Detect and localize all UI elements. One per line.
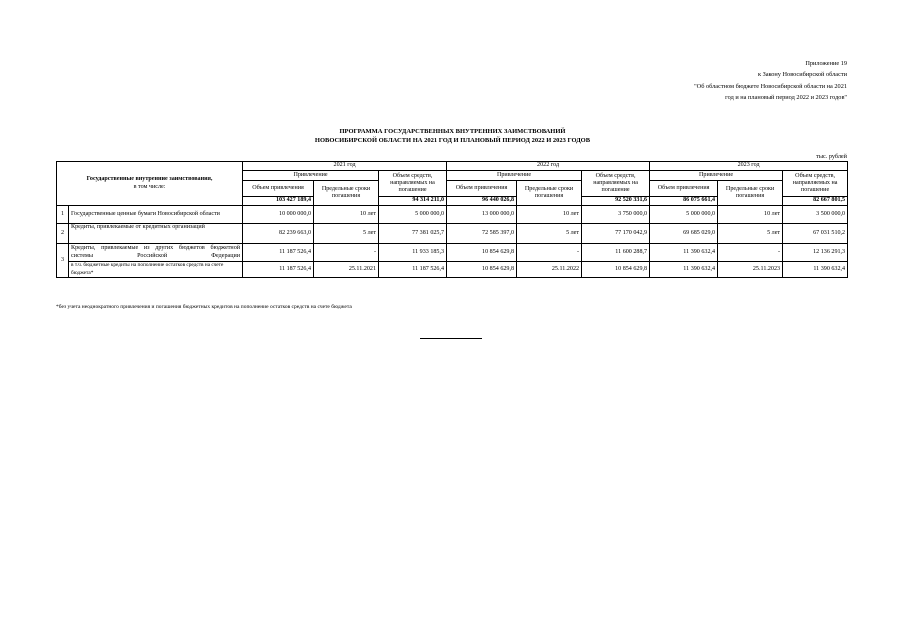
total-repay-2021: 94 314 211,0: [379, 197, 447, 206]
attraction-header-2021: Привлечение: [243, 171, 379, 181]
table-row-subitem: [57, 262, 848, 278]
repay-2023: 12 136 291,3: [783, 244, 848, 262]
repay-2022: 10 854 629,8: [582, 262, 650, 278]
appendix-line-4: год и на плановый период 2022 и 2023 годов": [725, 93, 847, 101]
footnote: *без учета неоднократного привлечения и погашения бюджетных кредитов на пополнение остатков средств на счете бюджета: [56, 304, 352, 310]
year-header-2023: 2023 год: [650, 162, 848, 171]
term-2022: -: [517, 244, 582, 262]
terms-header-2021: Предельные сроки погашения: [314, 181, 379, 206]
term-2023: 25.11.2023: [718, 262, 783, 278]
term-2023: 10 лет: [718, 206, 783, 224]
title-line-1: ПРОГРАММА ГОСУДАРСТВЕННЫХ ВНУТРЕННИХ ЗАИМСТВОВАНИЙ: [339, 128, 566, 135]
repayment-header-2023: Объем средств, направляемых на погашение: [783, 171, 848, 197]
year-header-2021: 2021 год: [243, 162, 447, 171]
table-row: [57, 206, 848, 224]
repayment-header-2022: Объем средств, направляемых на погашение: [582, 171, 650, 197]
volume-2022: 13 000 000,0: [447, 206, 517, 224]
volume-2021: 11 187 526,4: [243, 244, 314, 262]
units-label: тыс. рублей: [816, 153, 847, 160]
repay-2022: 3 750 000,0: [582, 206, 650, 224]
total-repay-2023: 82 667 801,5: [783, 197, 848, 206]
repay-2021: 11 187 526,4: [379, 262, 447, 278]
volume-2022: 72 585 397,0: [447, 224, 517, 244]
attraction-header-2022: Привлечение: [447, 171, 582, 181]
year-header-2022: 2022 год: [447, 162, 650, 171]
volume-2023: 11 390 632,4: [650, 244, 718, 262]
repay-2022: 11 600 288,7: [582, 244, 650, 262]
repay-2021: 5 000 000,0: [379, 206, 447, 224]
total-attract-2022: 96 440 026,8: [447, 197, 517, 206]
term-2022: 5 лет: [517, 224, 582, 244]
closing-rule: [420, 338, 482, 339]
row-name: в т.ч. бюджетные кредиты на пополнение остатков средств на счете бюджета*: [69, 262, 243, 278]
term-2023: -: [718, 244, 783, 262]
repay-2022: 77 170 042,9: [582, 224, 650, 244]
term-2021: 10 лет: [314, 206, 379, 224]
total-attract-2023: 86 075 661,4: [650, 197, 718, 206]
term-2021: 5 лет: [314, 224, 379, 244]
row-number: 1: [57, 206, 69, 224]
borrowing-program-table: [56, 161, 848, 278]
corner-label-rest: в том числе:: [133, 183, 166, 190]
terms-header-2023: Предельные сроки погашения: [718, 181, 783, 206]
repayment-header-2021: Объем средств, направляемых на погашение: [379, 171, 447, 197]
term-2023: 5 лет: [718, 224, 783, 244]
row-number: 2: [57, 224, 69, 244]
appendix-line-1: Приложение 19: [805, 60, 847, 67]
appendix-reference: [694, 58, 847, 103]
document-title: [0, 127, 905, 145]
table-row: [57, 244, 848, 262]
row-name: Государственные ценные бумаги Новосибирской области: [69, 206, 243, 224]
repay-2023: 11 390 632,4: [783, 262, 848, 278]
appendix-line-2: к Закону Новосибирской области: [757, 71, 847, 79]
repay-2023: 3 500 000,0: [783, 206, 848, 224]
term-2021: 25.11.2021: [314, 262, 379, 278]
total-repay-2022: 92 520 331,6: [582, 197, 650, 206]
volume-2023: 69 685 029,0: [650, 224, 718, 244]
volume-2023: 5 000 000,0: [650, 206, 718, 224]
table-row: [57, 224, 848, 244]
row-number: 3: [57, 244, 69, 278]
appendix-line-3: "Об областном бюджете Новосибирской области на 2021: [694, 82, 847, 90]
volume-2021: 82 239 663,0: [243, 224, 314, 244]
corner-header: [57, 162, 243, 206]
term-2022: 10 лет: [517, 206, 582, 224]
total-attract-2021: 103 427 189,4: [243, 197, 314, 206]
volume-2022: 10 854 629,8: [447, 262, 517, 278]
row-name: Кредиты, привлекаемые из других бюджетов бюджетной системы Российской Федерации: [69, 244, 243, 262]
volume-header-2021: Объем привлечения: [243, 181, 314, 197]
repay-2021: 11 933 185,3: [379, 244, 447, 262]
volume-header-2023: Объем привлечения: [650, 181, 718, 197]
title-line-2: НОВОСИБИРСКОЙ ОБЛАСТИ НА 2021 ГОД И ПЛАНОВЫЙ ПЕРИОД 2022 И 2023 ГОДОВ: [314, 137, 591, 145]
volume-2023: 11 390 632,4: [650, 262, 718, 278]
repay-2021: 77 381 025,7: [379, 224, 447, 244]
term-2021: -: [314, 244, 379, 262]
attraction-header-2023: Привлечение: [650, 171, 783, 181]
volume-2021: 11 187 526,4: [243, 262, 314, 278]
corner-label-bold: Государственные внутренние заимствования,: [86, 176, 213, 183]
repay-2023: 67 031 510,2: [783, 224, 848, 244]
volume-2021: 10 000 000,0: [243, 206, 314, 224]
terms-header-2022: Предельные сроки погашения: [517, 181, 582, 206]
header-row-years: [57, 162, 848, 171]
volume-2022: 10 854 629,8: [447, 244, 517, 262]
row-name: Кредиты, привлекаемые от кредитных организаций: [69, 224, 243, 244]
volume-header-2022: Объем привлечения: [447, 181, 517, 197]
term-2022: 25.11.2022: [517, 262, 582, 278]
